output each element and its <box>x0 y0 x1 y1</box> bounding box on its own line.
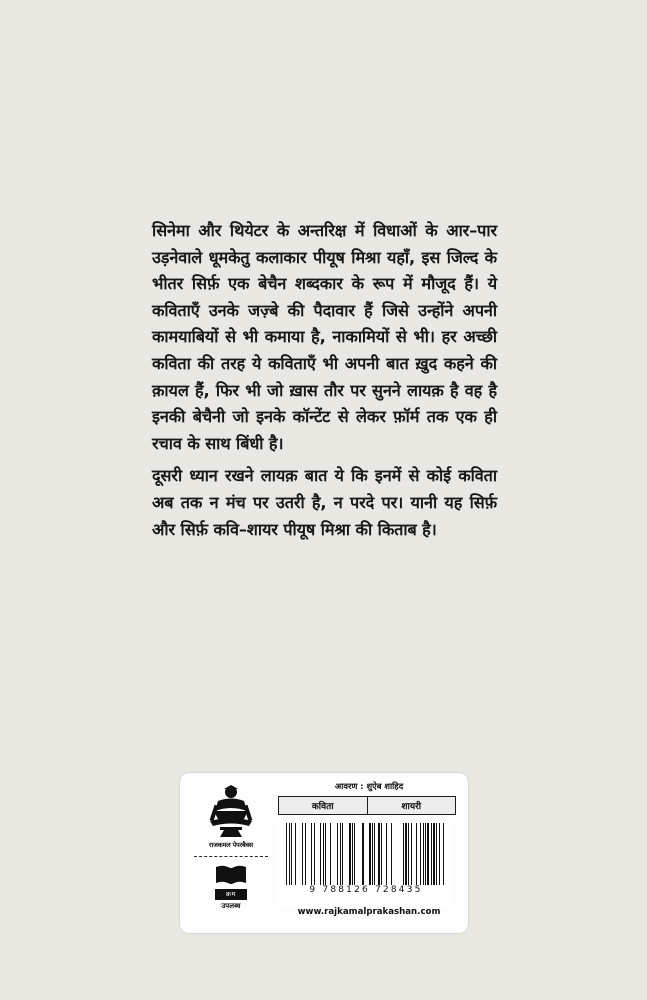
genre-tag-1: शायरी <box>401 802 422 812</box>
cover-credit: आवरण : शुऐब शाहिद <box>334 781 404 791</box>
barcode-digits: 9 788126 728435 <box>309 885 423 895</box>
genre-tag-box <box>278 796 456 815</box>
footer-info-card <box>180 773 468 933</box>
publisher-logo-column <box>188 779 274 927</box>
blurb-paragraph-1: सिनेमा और थियेटर के अन्तरिक्ष में विधाओं के आर–पार उड़नेवाले धूमकेतु कलाकार पीयूष मिश्रा यहाँ, इस जिल्द के भीतर सिर्फ़ एक बेचैन शब्दकार के रूप में मौजूद हैं। ये कविताएँ उनके जज़्बे की पैदावार हैं जिसे उन्होंने अपनी कामयाबियों से भी कमाया है, नाकामियों से भी। हर अच्छी कविता की तरह ये कविताएँ भी अपनी बात ख़ुद कहने की क़ायल हैं, फिर भी जो ख़ास तौर पर सुनने लायक़ है वह है इनकी बेचैनी जो इनके कॉन्टेंट से लेकर फ़ॉर्म तक एक ही रचाव के साथ बिंधी है। <box>152 221 497 453</box>
barcode-bars <box>286 823 446 885</box>
card-right-column <box>278 779 460 929</box>
genre-tag-0: कविता <box>279 797 368 814</box>
imprint-label: उपलब्ध <box>221 902 241 910</box>
imprint-badge: क्रम <box>215 889 247 900</box>
blurb-paragraph-2: दूसरी ध्यान रखने लायक़ बात ये कि इनमें से कोई कविता अब तक न मंच पर उतरी है, न परदे पर। यानी यह सिर्फ़ और सिर्फ़ कवि–शायर पीयूष मिश्रा की किताब है। <box>152 466 497 539</box>
open-book-icon <box>214 863 248 887</box>
divider <box>194 856 268 857</box>
publisher-name: राजकमल पेपरबैक्स <box>209 841 253 849</box>
seated-craftsman-emblem-icon <box>200 781 262 839</box>
publisher-website: www.rajkamalprakashan.com <box>297 907 441 917</box>
barcode <box>278 821 454 907</box>
blurb-text-block <box>152 218 497 545</box>
